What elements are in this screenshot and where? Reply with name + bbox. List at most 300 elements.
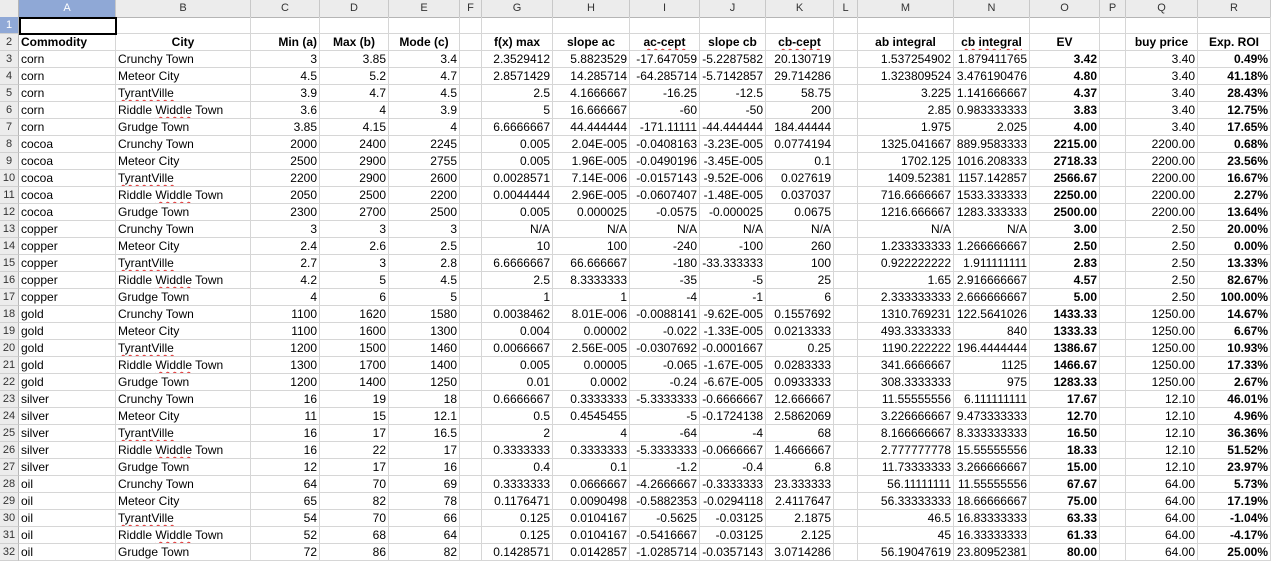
- cell-a25[interactable]: silver: [19, 425, 116, 442]
- cell-d1[interactable]: [320, 17, 389, 34]
- column-header-k[interactable]: K: [766, 0, 834, 17]
- cell-i3[interactable]: -17.647059: [630, 51, 700, 68]
- cell-f7[interactable]: [460, 119, 482, 136]
- cell-l25[interactable]: [834, 425, 858, 442]
- row-header-15[interactable]: 15: [0, 255, 19, 272]
- cell-b3[interactable]: Crunchy Town: [116, 51, 251, 68]
- cell-c21[interactable]: 1300: [251, 357, 320, 374]
- cell-j15[interactable]: -33.333333: [700, 255, 766, 272]
- row-header-32[interactable]: 32: [0, 544, 19, 561]
- row-header-4[interactable]: 4: [0, 68, 19, 85]
- cell-l10[interactable]: [834, 170, 858, 187]
- cell-e20[interactable]: 1460: [389, 340, 460, 357]
- cell-h21[interactable]: 0.00005: [553, 357, 630, 374]
- cell-g25[interactable]: 2: [482, 425, 553, 442]
- cell-q19[interactable]: 1250.00: [1126, 323, 1198, 340]
- cell-l14[interactable]: [834, 238, 858, 255]
- cell-f23[interactable]: [460, 391, 482, 408]
- cell-o27[interactable]: 15.00: [1030, 459, 1100, 476]
- cell-j12[interactable]: -0.000025: [700, 204, 766, 221]
- cell-r4[interactable]: 41.18%: [1198, 68, 1271, 85]
- cell-p18[interactable]: [1100, 306, 1126, 323]
- cell-g3[interactable]: 2.3529412: [482, 51, 553, 68]
- cell-f27[interactable]: [460, 459, 482, 476]
- cell-n18[interactable]: 122.5641026: [954, 306, 1030, 323]
- cell-h8[interactable]: 2.04E-005: [553, 136, 630, 153]
- cell-c18[interactable]: 1100: [251, 306, 320, 323]
- cell-a27[interactable]: silver: [19, 459, 116, 476]
- cell-a17[interactable]: copper: [19, 289, 116, 306]
- cell-i23[interactable]: -5.3333333: [630, 391, 700, 408]
- cell-p3[interactable]: [1100, 51, 1126, 68]
- cell-q9[interactable]: 2200.00: [1126, 153, 1198, 170]
- cell-i4[interactable]: -64.285714: [630, 68, 700, 85]
- cell-q20[interactable]: 1250.00: [1126, 340, 1198, 357]
- cell-n23[interactable]: 6.111111111: [954, 391, 1030, 408]
- cell-b28[interactable]: Crunchy Town: [116, 476, 251, 493]
- cell-q16[interactable]: 2.50: [1126, 272, 1198, 289]
- cell-l15[interactable]: [834, 255, 858, 272]
- cell-a20[interactable]: gold: [19, 340, 116, 357]
- cell-m4[interactable]: 1.323809524: [858, 68, 954, 85]
- cell-f13[interactable]: [460, 221, 482, 238]
- cell-a32[interactable]: oil: [19, 544, 116, 561]
- cell-c3[interactable]: 3: [251, 51, 320, 68]
- cell-r14[interactable]: 0.00%: [1198, 238, 1271, 255]
- cell-a14[interactable]: copper: [19, 238, 116, 255]
- cell-r3[interactable]: 0.49%: [1198, 51, 1271, 68]
- column-header-r[interactable]: R: [1198, 0, 1271, 17]
- cell-d10[interactable]: 2900: [320, 170, 389, 187]
- cell-q26[interactable]: 12.10: [1126, 442, 1198, 459]
- cell-h24[interactable]: 0.4545455: [553, 408, 630, 425]
- header-o[interactable]: EV: [1030, 34, 1100, 51]
- cell-b9[interactable]: Meteor City: [116, 153, 251, 170]
- cell-l23[interactable]: [834, 391, 858, 408]
- cell-d24[interactable]: 15: [320, 408, 389, 425]
- cell-c14[interactable]: 2.4: [251, 238, 320, 255]
- cell-k7[interactable]: 184.44444: [766, 119, 834, 136]
- cell-k18[interactable]: 0.1557692: [766, 306, 834, 323]
- cell-e9[interactable]: 2755: [389, 153, 460, 170]
- cell-r27[interactable]: 23.97%: [1198, 459, 1271, 476]
- column-header-l[interactable]: L: [834, 0, 858, 17]
- cell-n22[interactable]: 975: [954, 374, 1030, 391]
- cell-i25[interactable]: -64: [630, 425, 700, 442]
- column-header-c[interactable]: C: [251, 0, 320, 17]
- header-n[interactable]: [954, 34, 1030, 51]
- cell-b11[interactable]: [116, 187, 251, 204]
- cell-h20[interactable]: 2.56E-005: [553, 340, 630, 357]
- cell-c13[interactable]: 3: [251, 221, 320, 238]
- cell-h10[interactable]: 7.14E-006: [553, 170, 630, 187]
- cell-d18[interactable]: 1620: [320, 306, 389, 323]
- cell-f11[interactable]: [460, 187, 482, 204]
- column-header-n[interactable]: N: [954, 0, 1030, 17]
- cell-b26[interactable]: [116, 442, 251, 459]
- cell-d17[interactable]: 6: [320, 289, 389, 306]
- column-header-g[interactable]: G: [482, 0, 553, 17]
- cell-g30[interactable]: 0.125: [482, 510, 553, 527]
- cell-q17[interactable]: 2.50: [1126, 289, 1198, 306]
- cell-o13[interactable]: 3.00: [1030, 221, 1100, 238]
- cell-l22[interactable]: [834, 374, 858, 391]
- cell-j16[interactable]: -5: [700, 272, 766, 289]
- cell-c1[interactable]: [251, 17, 320, 34]
- cell-a1[interactable]: [19, 17, 116, 34]
- cell-m18[interactable]: 1310.769231: [858, 306, 954, 323]
- cell-c16[interactable]: 4.2: [251, 272, 320, 289]
- cell-l16[interactable]: [834, 272, 858, 289]
- cell-f3[interactable]: [460, 51, 482, 68]
- row-header-31[interactable]: 31: [0, 527, 19, 544]
- cell-d13[interactable]: 3: [320, 221, 389, 238]
- cell-h29[interactable]: 0.0090498: [553, 493, 630, 510]
- cell-d28[interactable]: 70: [320, 476, 389, 493]
- cell-b8[interactable]: Crunchy Town: [116, 136, 251, 153]
- cell-n30[interactable]: 16.83333333: [954, 510, 1030, 527]
- cell-g20[interactable]: 0.0066667: [482, 340, 553, 357]
- cell-o19[interactable]: 1333.33: [1030, 323, 1100, 340]
- cell-l1[interactable]: [834, 17, 858, 34]
- cell-f19[interactable]: [460, 323, 482, 340]
- cell-n13[interactable]: N/A: [954, 221, 1030, 238]
- cell-f16[interactable]: [460, 272, 482, 289]
- cell-b24[interactable]: Meteor City: [116, 408, 251, 425]
- cell-l5[interactable]: [834, 85, 858, 102]
- cell-p32[interactable]: [1100, 544, 1126, 561]
- cell-f8[interactable]: [460, 136, 482, 153]
- cell-d30[interactable]: 70: [320, 510, 389, 527]
- cell-c24[interactable]: 11: [251, 408, 320, 425]
- cell-e28[interactable]: 69: [389, 476, 460, 493]
- row-header-24[interactable]: 24: [0, 408, 19, 425]
- cell-q14[interactable]: 2.50: [1126, 238, 1198, 255]
- row-header-14[interactable]: 14: [0, 238, 19, 255]
- cell-q31[interactable]: 64.00: [1126, 527, 1198, 544]
- column-header-a[interactable]: A: [19, 0, 116, 17]
- cell-e29[interactable]: 78: [389, 493, 460, 510]
- cell-m16[interactable]: 1.65: [858, 272, 954, 289]
- cell-h17[interactable]: 1: [553, 289, 630, 306]
- cell-i12[interactable]: -0.0575: [630, 204, 700, 221]
- cell-o15[interactable]: 2.83: [1030, 255, 1100, 272]
- cell-j20[interactable]: -0.0001667: [700, 340, 766, 357]
- cell-q10[interactable]: 2200.00: [1126, 170, 1198, 187]
- cell-i27[interactable]: -1.2: [630, 459, 700, 476]
- cell-a26[interactable]: silver: [19, 442, 116, 459]
- cell-m8[interactable]: 1325.041667: [858, 136, 954, 153]
- cell-b17[interactable]: Grudge Town: [116, 289, 251, 306]
- cell-o4[interactable]: 4.80: [1030, 68, 1100, 85]
- cell-g8[interactable]: 0.005: [482, 136, 553, 153]
- cell-n6[interactable]: 0.983333333: [954, 102, 1030, 119]
- cell-b13[interactable]: Crunchy Town: [116, 221, 251, 238]
- cell-h9[interactable]: 1.96E-005: [553, 153, 630, 170]
- cell-r22[interactable]: 2.67%: [1198, 374, 1271, 391]
- cell-m28[interactable]: 56.11111111: [858, 476, 954, 493]
- header-c[interactable]: Min (a): [251, 34, 320, 51]
- cell-g15[interactable]: 6.6666667: [482, 255, 553, 272]
- cell-n15[interactable]: 1.911111111: [954, 255, 1030, 272]
- cell-k28[interactable]: 23.333333: [766, 476, 834, 493]
- cell-p17[interactable]: [1100, 289, 1126, 306]
- cell-c4[interactable]: 4.5: [251, 68, 320, 85]
- cell-q23[interactable]: 12.10: [1126, 391, 1198, 408]
- cell-h22[interactable]: 0.0002: [553, 374, 630, 391]
- cell-p28[interactable]: [1100, 476, 1126, 493]
- cell-o1[interactable]: [1030, 17, 1100, 34]
- cell-d20[interactable]: 1500: [320, 340, 389, 357]
- cell-j24[interactable]: -0.1724138: [700, 408, 766, 425]
- cell-e1[interactable]: [389, 17, 460, 34]
- cell-f1[interactable]: [460, 17, 482, 34]
- cell-e8[interactable]: 2245: [389, 136, 460, 153]
- cell-p16[interactable]: [1100, 272, 1126, 289]
- cell-p10[interactable]: [1100, 170, 1126, 187]
- cell-e5[interactable]: 4.5: [389, 85, 460, 102]
- header-f[interactable]: [460, 34, 482, 51]
- cell-k11[interactable]: 0.037037: [766, 187, 834, 204]
- cell-i29[interactable]: -0.5882353: [630, 493, 700, 510]
- cell-g13[interactable]: N/A: [482, 221, 553, 238]
- cell-r25[interactable]: 36.36%: [1198, 425, 1271, 442]
- cell-f18[interactable]: [460, 306, 482, 323]
- cell-q30[interactable]: 64.00: [1126, 510, 1198, 527]
- cell-j17[interactable]: -1: [700, 289, 766, 306]
- cell-i20[interactable]: -0.0307692: [630, 340, 700, 357]
- cell-l19[interactable]: [834, 323, 858, 340]
- cell-r21[interactable]: 17.33%: [1198, 357, 1271, 374]
- cell-p4[interactable]: [1100, 68, 1126, 85]
- header-p[interactable]: [1100, 34, 1126, 51]
- cell-e17[interactable]: 5: [389, 289, 460, 306]
- cell-r11[interactable]: 2.27%: [1198, 187, 1271, 204]
- cell-a12[interactable]: cocoa: [19, 204, 116, 221]
- row-header-3[interactable]: 3: [0, 51, 19, 68]
- row-header-21[interactable]: 21: [0, 357, 19, 374]
- cell-d9[interactable]: 2900: [320, 153, 389, 170]
- cell-m15[interactable]: 0.922222222: [858, 255, 954, 272]
- cell-b23[interactable]: Crunchy Town: [116, 391, 251, 408]
- cell-j9[interactable]: -3.45E-005: [700, 153, 766, 170]
- cell-g32[interactable]: 0.1428571: [482, 544, 553, 561]
- cell-o8[interactable]: 2215.00: [1030, 136, 1100, 153]
- cell-h1[interactable]: [553, 17, 630, 34]
- cell-g27[interactable]: 0.4: [482, 459, 553, 476]
- cell-p5[interactable]: [1100, 85, 1126, 102]
- column-header-b[interactable]: B: [116, 0, 251, 17]
- cell-m5[interactable]: 3.225: [858, 85, 954, 102]
- cell-j8[interactable]: -3.23E-005: [700, 136, 766, 153]
- cell-a18[interactable]: gold: [19, 306, 116, 323]
- cell-l11[interactable]: [834, 187, 858, 204]
- cell-j26[interactable]: -0.0666667: [700, 442, 766, 459]
- cell-a22[interactable]: gold: [19, 374, 116, 391]
- cell-n5[interactable]: 1.141666667: [954, 85, 1030, 102]
- column-header-o[interactable]: O: [1030, 0, 1100, 17]
- header-e[interactable]: Mode (c): [389, 34, 460, 51]
- header-r[interactable]: Exp. ROI: [1198, 34, 1271, 51]
- cell-c28[interactable]: 64: [251, 476, 320, 493]
- row-header-17[interactable]: 17: [0, 289, 19, 306]
- cell-m26[interactable]: 2.777777778: [858, 442, 954, 459]
- cell-l29[interactable]: [834, 493, 858, 510]
- cell-c26[interactable]: 16: [251, 442, 320, 459]
- column-header-m[interactable]: M: [858, 0, 954, 17]
- cell-o16[interactable]: 4.57: [1030, 272, 1100, 289]
- cell-q8[interactable]: 2200.00: [1126, 136, 1198, 153]
- cell-i22[interactable]: -0.24: [630, 374, 700, 391]
- cell-e12[interactable]: 2500: [389, 204, 460, 221]
- cell-g4[interactable]: 2.8571429: [482, 68, 553, 85]
- cell-p19[interactable]: [1100, 323, 1126, 340]
- cell-l21[interactable]: [834, 357, 858, 374]
- row-header-30[interactable]: 30: [0, 510, 19, 527]
- cell-d14[interactable]: 2.6: [320, 238, 389, 255]
- cell-m21[interactable]: 341.6666667: [858, 357, 954, 374]
- cell-i16[interactable]: -35: [630, 272, 700, 289]
- cell-l27[interactable]: [834, 459, 858, 476]
- cell-n11[interactable]: 1533.333333: [954, 187, 1030, 204]
- header-g[interactable]: f(x) max: [482, 34, 553, 51]
- cell-b32[interactable]: Grudge Town: [116, 544, 251, 561]
- cell-c29[interactable]: 65: [251, 493, 320, 510]
- cell-m31[interactable]: 45: [858, 527, 954, 544]
- cell-a8[interactable]: cocoa: [19, 136, 116, 153]
- cell-a10[interactable]: cocoa: [19, 170, 116, 187]
- cell-m7[interactable]: 1.975: [858, 119, 954, 136]
- cell-a7[interactable]: corn: [19, 119, 116, 136]
- cell-c19[interactable]: 1100: [251, 323, 320, 340]
- cell-k1[interactable]: [766, 17, 834, 34]
- cell-h25[interactable]: 4: [553, 425, 630, 442]
- cell-b10[interactable]: [116, 170, 251, 187]
- cell-e6[interactable]: 3.9: [389, 102, 460, 119]
- cell-r17[interactable]: 100.00%: [1198, 289, 1271, 306]
- cell-e22[interactable]: 1250: [389, 374, 460, 391]
- cell-b29[interactable]: Meteor City: [116, 493, 251, 510]
- cell-d4[interactable]: 5.2: [320, 68, 389, 85]
- cell-h32[interactable]: 0.0142857: [553, 544, 630, 561]
- cell-k5[interactable]: 58.75: [766, 85, 834, 102]
- cell-n31[interactable]: 16.33333333: [954, 527, 1030, 544]
- cell-r8[interactable]: 0.68%: [1198, 136, 1271, 153]
- cell-p15[interactable]: [1100, 255, 1126, 272]
- cell-p6[interactable]: [1100, 102, 1126, 119]
- cell-i17[interactable]: -4: [630, 289, 700, 306]
- cell-r18[interactable]: 14.67%: [1198, 306, 1271, 323]
- cell-q13[interactable]: 2.50: [1126, 221, 1198, 238]
- row-header-1[interactable]: 1: [0, 17, 19, 34]
- cell-r23[interactable]: 46.01%: [1198, 391, 1271, 408]
- cell-n25[interactable]: 8.333333333: [954, 425, 1030, 442]
- cell-a9[interactable]: cocoa: [19, 153, 116, 170]
- cell-a5[interactable]: corn: [19, 85, 116, 102]
- header-j[interactable]: slope cb: [700, 34, 766, 51]
- cell-g18[interactable]: 0.0038462: [482, 306, 553, 323]
- cell-p31[interactable]: [1100, 527, 1126, 544]
- cell-j19[interactable]: -1.33E-005: [700, 323, 766, 340]
- cell-k3[interactable]: 20.130719: [766, 51, 834, 68]
- cell-c12[interactable]: 2300: [251, 204, 320, 221]
- cell-g26[interactable]: 0.3333333: [482, 442, 553, 459]
- cell-h28[interactable]: 0.0666667: [553, 476, 630, 493]
- cell-e13[interactable]: 3: [389, 221, 460, 238]
- cell-r5[interactable]: 28.43%: [1198, 85, 1271, 102]
- cell-i8[interactable]: -0.0408163: [630, 136, 700, 153]
- cell-l12[interactable]: [834, 204, 858, 221]
- cell-i5[interactable]: -16.25: [630, 85, 700, 102]
- cell-f28[interactable]: [460, 476, 482, 493]
- cell-o31[interactable]: 61.33: [1030, 527, 1100, 544]
- cell-d8[interactable]: 2400: [320, 136, 389, 153]
- cell-q7[interactable]: 3.40: [1126, 119, 1198, 136]
- cell-o11[interactable]: 2250.00: [1030, 187, 1100, 204]
- row-header-29[interactable]: 29: [0, 493, 19, 510]
- cell-a28[interactable]: oil: [19, 476, 116, 493]
- cell-h11[interactable]: 2.96E-005: [553, 187, 630, 204]
- row-header-20[interactable]: 20: [0, 340, 19, 357]
- cell-q21[interactable]: 1250.00: [1126, 357, 1198, 374]
- cell-c30[interactable]: 54: [251, 510, 320, 527]
- cell-r20[interactable]: 10.93%: [1198, 340, 1271, 357]
- cell-k20[interactable]: 0.25: [766, 340, 834, 357]
- cell-o22[interactable]: 1283.33: [1030, 374, 1100, 391]
- cell-q15[interactable]: 2.50: [1126, 255, 1198, 272]
- cell-g31[interactable]: 0.125: [482, 527, 553, 544]
- cell-m23[interactable]: 11.55555556: [858, 391, 954, 408]
- cell-k16[interactable]: 25: [766, 272, 834, 289]
- cell-c17[interactable]: 4: [251, 289, 320, 306]
- cell-m19[interactable]: 493.3333333: [858, 323, 954, 340]
- cell-k10[interactable]: 0.027619: [766, 170, 834, 187]
- cell-e25[interactable]: 16.5: [389, 425, 460, 442]
- cell-f25[interactable]: [460, 425, 482, 442]
- header-q[interactable]: buy price: [1126, 34, 1198, 51]
- cell-a15[interactable]: copper: [19, 255, 116, 272]
- cell-m22[interactable]: 308.3333333: [858, 374, 954, 391]
- cell-b22[interactable]: Grudge Town: [116, 374, 251, 391]
- cell-b1[interactable]: [116, 17, 251, 34]
- cell-k4[interactable]: 29.714286: [766, 68, 834, 85]
- cell-l20[interactable]: [834, 340, 858, 357]
- cell-a11[interactable]: cocoa: [19, 187, 116, 204]
- cell-j6[interactable]: -50: [700, 102, 766, 119]
- cell-d32[interactable]: 86: [320, 544, 389, 561]
- cell-o28[interactable]: 67.67: [1030, 476, 1100, 493]
- cell-b6[interactable]: [116, 102, 251, 119]
- cell-n10[interactable]: 1157.142857: [954, 170, 1030, 187]
- cell-n4[interactable]: 3.476190476: [954, 68, 1030, 85]
- cell-p14[interactable]: [1100, 238, 1126, 255]
- cell-a3[interactable]: corn: [19, 51, 116, 68]
- cell-i21[interactable]: -0.065: [630, 357, 700, 374]
- cell-j31[interactable]: -0.03125: [700, 527, 766, 544]
- cell-c20[interactable]: 1200: [251, 340, 320, 357]
- cell-i18[interactable]: -0.0088141: [630, 306, 700, 323]
- row-header-5[interactable]: 5: [0, 85, 19, 102]
- cell-m29[interactable]: 56.33333333: [858, 493, 954, 510]
- cell-f4[interactable]: [460, 68, 482, 85]
- cell-j32[interactable]: -0.0357143: [700, 544, 766, 561]
- cell-o24[interactable]: 12.70: [1030, 408, 1100, 425]
- row-header-8[interactable]: 8: [0, 136, 19, 153]
- cell-b5[interactable]: [116, 85, 251, 102]
- cell-h12[interactable]: 0.000025: [553, 204, 630, 221]
- cell-l8[interactable]: [834, 136, 858, 153]
- cell-q28[interactable]: 64.00: [1126, 476, 1198, 493]
